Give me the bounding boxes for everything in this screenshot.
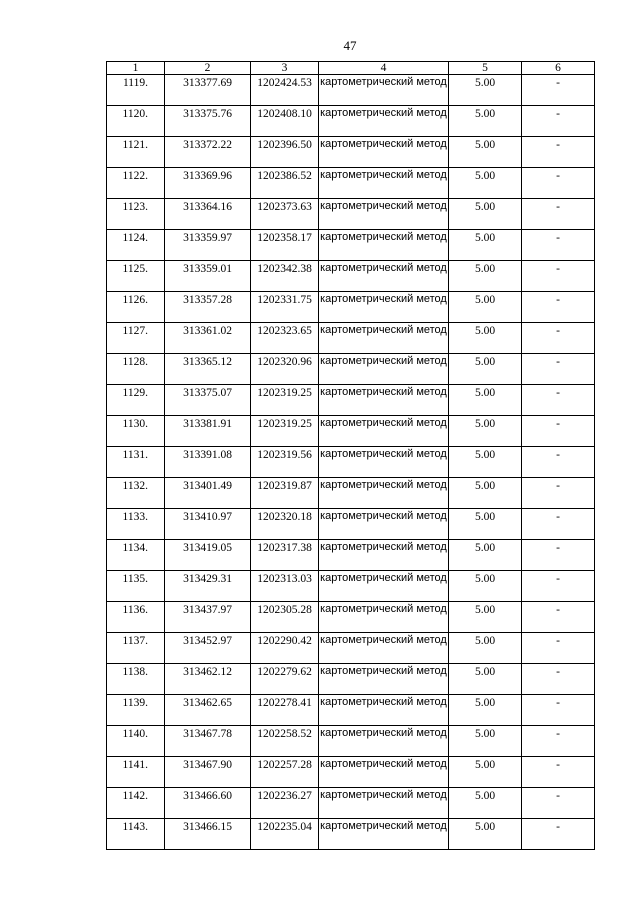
table-row <box>107 106 595 137</box>
method-cell: картометрический метод <box>319 323 449 354</box>
table-header-row <box>107 62 595 75</box>
description-cell: - <box>522 478 595 509</box>
description-cell: - <box>522 416 595 447</box>
column-header-1: 1 <box>107 62 165 75</box>
method-cell: картометрический метод <box>319 602 449 633</box>
coordinate-y-cell: 1202319.56 <box>251 447 319 478</box>
column-header-2: 2 <box>165 62 251 75</box>
method-cell: картометрический метод <box>319 757 449 788</box>
coordinate-y-cell: 1202319.87 <box>251 478 319 509</box>
description-cell: - <box>522 509 595 540</box>
coordinate-x-cell: 313369.96 <box>165 168 251 199</box>
table-row <box>107 540 595 571</box>
accuracy-cell: 5.00 <box>449 757 522 788</box>
point-number-cell: 1143. <box>107 819 165 850</box>
description-cell: - <box>522 106 595 137</box>
coordinate-x-cell: 313452.97 <box>165 633 251 664</box>
point-number-cell: 1125. <box>107 261 165 292</box>
coordinate-y-cell: 1202373.63 <box>251 199 319 230</box>
description-cell: - <box>522 540 595 571</box>
coordinate-x-cell: 313377.69 <box>165 75 251 106</box>
method-cell: картометрический метод <box>319 261 449 292</box>
coordinate-y-cell: 1202236.27 <box>251 788 319 819</box>
table-row <box>107 168 595 199</box>
method-cell: картометрический метод <box>319 137 449 168</box>
coordinate-x-cell: 313391.08 <box>165 447 251 478</box>
coordinate-x-cell: 313467.90 <box>165 757 251 788</box>
table-row <box>107 416 595 447</box>
coordinate-x-cell: 313381.91 <box>165 416 251 447</box>
coordinate-x-cell: 313401.49 <box>165 478 251 509</box>
coordinate-x-cell: 313410.97 <box>165 509 251 540</box>
description-cell: - <box>522 137 595 168</box>
coordinate-y-cell: 1202235.04 <box>251 819 319 850</box>
description-cell: - <box>522 75 595 106</box>
coordinate-y-cell: 1202320.18 <box>251 509 319 540</box>
point-number-cell: 1122. <box>107 168 165 199</box>
accuracy-cell: 5.00 <box>449 416 522 447</box>
column-header-5: 5 <box>449 62 522 75</box>
point-number-cell: 1129. <box>107 385 165 416</box>
coordinate-x-cell: 313462.12 <box>165 664 251 695</box>
description-cell: - <box>522 788 595 819</box>
point-number-cell: 1134. <box>107 540 165 571</box>
table-body <box>107 75 595 850</box>
method-cell: картометрический метод <box>319 478 449 509</box>
table-row <box>107 757 595 788</box>
accuracy-cell: 5.00 <box>449 788 522 819</box>
point-number-cell: 1119. <box>107 75 165 106</box>
coordinate-y-cell: 1202424.53 <box>251 75 319 106</box>
table-row <box>107 602 595 633</box>
description-cell: - <box>522 664 595 695</box>
table-row <box>107 199 595 230</box>
coordinate-x-cell: 313357.28 <box>165 292 251 323</box>
method-cell: картометрический метод <box>319 540 449 571</box>
method-cell: картометрический метод <box>319 509 449 540</box>
table-row <box>107 664 595 695</box>
table-row <box>107 819 595 850</box>
coordinate-x-cell: 313466.60 <box>165 788 251 819</box>
point-number-cell: 1126. <box>107 292 165 323</box>
table-row <box>107 230 595 261</box>
accuracy-cell: 5.00 <box>449 664 522 695</box>
description-cell: - <box>522 819 595 850</box>
accuracy-cell: 5.00 <box>449 695 522 726</box>
table-row <box>107 292 595 323</box>
column-header-3: 3 <box>251 62 319 75</box>
coordinate-y-cell: 1202396.50 <box>251 137 319 168</box>
description-cell: - <box>522 261 595 292</box>
coordinate-y-cell: 1202305.28 <box>251 602 319 633</box>
description-cell: - <box>522 726 595 757</box>
accuracy-cell: 5.00 <box>449 106 522 137</box>
method-cell: картометрический метод <box>319 633 449 664</box>
accuracy-cell: 5.00 <box>449 447 522 478</box>
coordinate-x-cell: 313364.16 <box>165 199 251 230</box>
coordinate-y-cell: 1202278.41 <box>251 695 319 726</box>
coordinate-y-cell: 1202313.03 <box>251 571 319 602</box>
point-number-cell: 1120. <box>107 106 165 137</box>
method-cell: картометрический метод <box>319 385 449 416</box>
accuracy-cell: 5.00 <box>449 633 522 664</box>
point-number-cell: 1136. <box>107 602 165 633</box>
method-cell: картометрический метод <box>319 230 449 261</box>
method-cell: картометрический метод <box>319 819 449 850</box>
coordinate-y-cell: 1202257.28 <box>251 757 319 788</box>
method-cell: картометрический метод <box>319 571 449 602</box>
accuracy-cell: 5.00 <box>449 726 522 757</box>
table-row <box>107 323 595 354</box>
coordinate-x-cell: 313375.07 <box>165 385 251 416</box>
coordinate-x-cell: 313429.31 <box>165 571 251 602</box>
column-header-6: 6 <box>522 62 595 75</box>
description-cell: - <box>522 292 595 323</box>
coordinate-y-cell: 1202323.65 <box>251 323 319 354</box>
point-number-cell: 1124. <box>107 230 165 261</box>
coordinate-y-cell: 1202386.52 <box>251 168 319 199</box>
description-cell: - <box>522 385 595 416</box>
point-number-cell: 1128. <box>107 354 165 385</box>
table-row <box>107 726 595 757</box>
coordinate-y-cell: 1202342.38 <box>251 261 319 292</box>
coordinate-y-cell: 1202331.75 <box>251 292 319 323</box>
description-cell: - <box>522 757 595 788</box>
accuracy-cell: 5.00 <box>449 137 522 168</box>
accuracy-cell: 5.00 <box>449 261 522 292</box>
coordinate-y-cell: 1202279.62 <box>251 664 319 695</box>
accuracy-cell: 5.00 <box>449 571 522 602</box>
method-cell: картометрический метод <box>319 292 449 323</box>
coordinate-y-cell: 1202290.42 <box>251 633 319 664</box>
point-number-cell: 1139. <box>107 695 165 726</box>
accuracy-cell: 5.00 <box>449 168 522 199</box>
table-row <box>107 385 595 416</box>
method-cell: картометрический метод <box>319 695 449 726</box>
coordinate-x-cell: 313375.76 <box>165 106 251 137</box>
point-number-cell: 1121. <box>107 137 165 168</box>
point-number-cell: 1140. <box>107 726 165 757</box>
coordinate-x-cell: 313462.65 <box>165 695 251 726</box>
accuracy-cell: 5.00 <box>449 199 522 230</box>
description-cell: - <box>522 323 595 354</box>
coordinate-y-cell: 1202319.25 <box>251 416 319 447</box>
method-cell: картометрический метод <box>319 788 449 819</box>
point-number-cell: 1137. <box>107 633 165 664</box>
accuracy-cell: 5.00 <box>449 230 522 261</box>
table-row <box>107 137 595 168</box>
coordinate-y-cell: 1202358.17 <box>251 230 319 261</box>
description-cell: - <box>522 447 595 478</box>
description-cell: - <box>522 230 595 261</box>
coordinate-x-cell: 313437.97 <box>165 602 251 633</box>
method-cell: картометрический метод <box>319 354 449 385</box>
coordinate-x-cell: 313419.05 <box>165 540 251 571</box>
coordinate-x-cell: 313359.01 <box>165 261 251 292</box>
description-cell: - <box>522 695 595 726</box>
accuracy-cell: 5.00 <box>449 292 522 323</box>
point-number-cell: 1132. <box>107 478 165 509</box>
coordinate-y-cell: 1202258.52 <box>251 726 319 757</box>
point-number-cell: 1131. <box>107 447 165 478</box>
accuracy-cell: 5.00 <box>449 323 522 354</box>
table-row <box>107 261 595 292</box>
point-number-cell: 1141. <box>107 757 165 788</box>
coordinate-y-cell: 1202317.38 <box>251 540 319 571</box>
table-row <box>107 354 595 385</box>
column-header-4: 4 <box>319 62 449 75</box>
coordinate-x-cell: 313361.02 <box>165 323 251 354</box>
coordinate-y-cell: 1202319.25 <box>251 385 319 416</box>
point-number-cell: 1133. <box>107 509 165 540</box>
table-row <box>107 695 595 726</box>
description-cell: - <box>522 633 595 664</box>
coordinate-y-cell: 1202320.96 <box>251 354 319 385</box>
page-number: 47 <box>343 38 357 53</box>
point-number-cell: 1142. <box>107 788 165 819</box>
accuracy-cell: 5.00 <box>449 509 522 540</box>
method-cell: картометрический метод <box>319 726 449 757</box>
description-cell: - <box>522 354 595 385</box>
accuracy-cell: 5.00 <box>449 602 522 633</box>
accuracy-cell: 5.00 <box>449 819 522 850</box>
coordinate-x-cell: 313359.97 <box>165 230 251 261</box>
accuracy-cell: 5.00 <box>449 385 522 416</box>
method-cell: картометрический метод <box>319 664 449 695</box>
description-cell: - <box>522 571 595 602</box>
table-row <box>107 447 595 478</box>
method-cell: картометрический метод <box>319 447 449 478</box>
coordinate-x-cell: 313466.15 <box>165 819 251 850</box>
point-number-cell: 1127. <box>107 323 165 354</box>
point-number-cell: 1135. <box>107 571 165 602</box>
table-row <box>107 633 595 664</box>
coordinate-x-cell: 313365.12 <box>165 354 251 385</box>
accuracy-cell: 5.00 <box>449 478 522 509</box>
coordinate-y-cell: 1202408.10 <box>251 106 319 137</box>
table-row <box>107 509 595 540</box>
table-row <box>107 75 595 106</box>
coordinates-table <box>106 61 595 850</box>
coordinate-x-cell: 313372.22 <box>165 137 251 168</box>
accuracy-cell: 5.00 <box>449 75 522 106</box>
point-number-cell: 1130. <box>107 416 165 447</box>
accuracy-cell: 5.00 <box>449 354 522 385</box>
method-cell: картометрический метод <box>319 106 449 137</box>
coordinate-x-cell: 313467.78 <box>165 726 251 757</box>
table-row <box>107 788 595 819</box>
table-row <box>107 478 595 509</box>
point-number-cell: 1138. <box>107 664 165 695</box>
method-cell: картометрический метод <box>319 75 449 106</box>
table-row <box>107 571 595 602</box>
accuracy-cell: 5.00 <box>449 540 522 571</box>
description-cell: - <box>522 199 595 230</box>
description-cell: - <box>522 168 595 199</box>
point-number-cell: 1123. <box>107 199 165 230</box>
method-cell: картометрический метод <box>319 416 449 447</box>
method-cell: картометрический метод <box>319 199 449 230</box>
method-cell: картометрический метод <box>319 168 449 199</box>
description-cell: - <box>522 602 595 633</box>
